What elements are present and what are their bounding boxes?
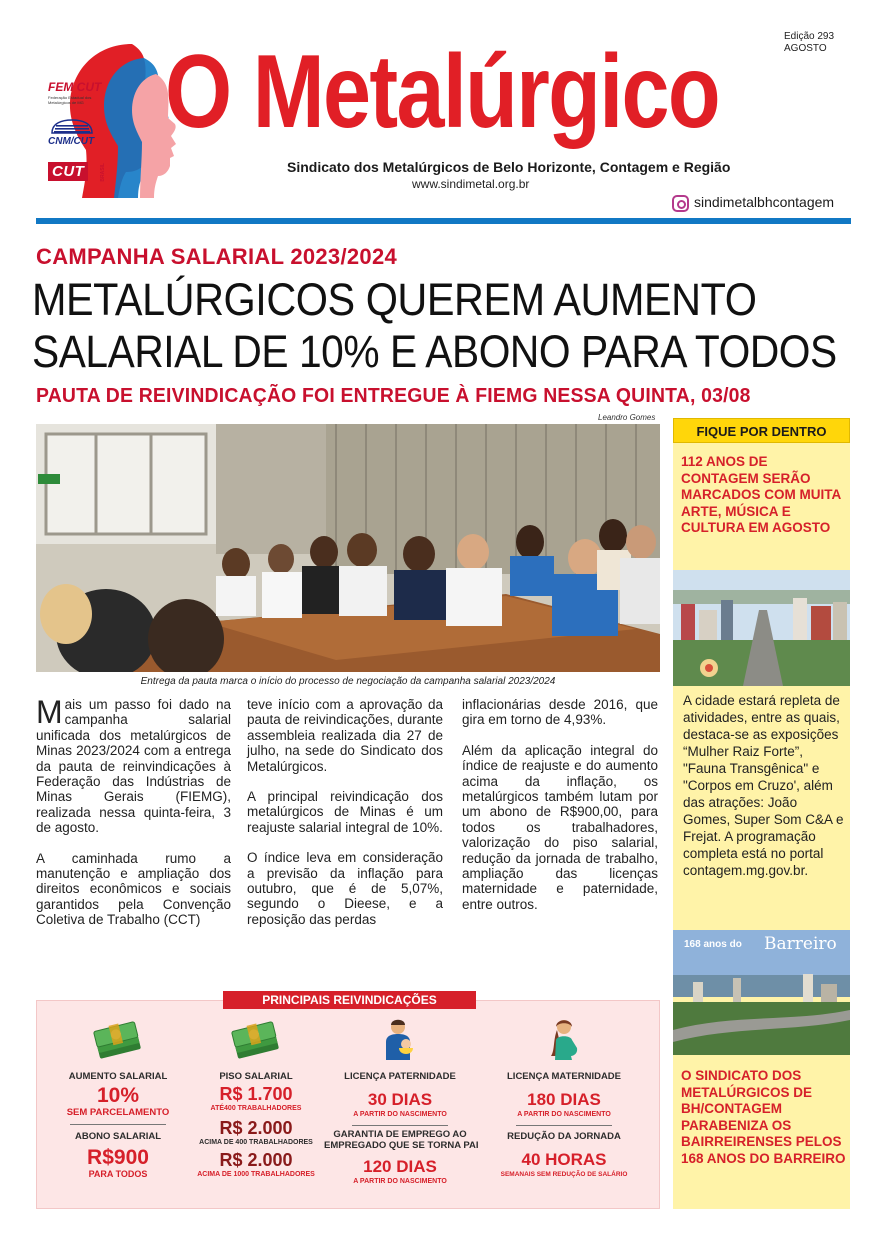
photo-credit: Leandro Gomes xyxy=(598,413,656,422)
article-paragraph: A principal reivindicação dos metalúrgicos de Minas é um reajuste salarial integral de 10%. xyxy=(247,789,443,835)
article-subhead: PAUTA DE REIVINDICAÇÃO FOI ENTREGUE À FIEMG NESSA QUINTA, 03/08 xyxy=(36,385,751,407)
meeting-photo xyxy=(36,424,660,672)
demand-value: 40 HORAS xyxy=(521,1150,607,1169)
demand-salary-increase xyxy=(42,1016,194,1179)
demand-note: SEM PARCELAMENTO xyxy=(66,1107,170,1118)
demand-note: ACIMA DE 400 TRABALHADORES xyxy=(199,1139,313,1146)
header-divider xyxy=(36,218,851,224)
demand-value: R$900 xyxy=(87,1146,149,1169)
article-paragraph: O índice leva em consideração a previsão da inflação para outubro, que é de 5,07%, segundo o Dieese, e a reposição das perdas xyxy=(247,850,443,927)
instagram-icon[interactable] xyxy=(672,195,689,212)
article-column-2 xyxy=(247,697,443,942)
headline-line-2: SALARIAL DE 10% E ABONO PARA TODOS xyxy=(32,326,837,377)
demand-note: SEMANAIS SEM REDUÇÃO DE SALÁRIO xyxy=(500,1171,628,1178)
demand-label: ABONO SALARIAL xyxy=(74,1131,162,1142)
edition-number: Edição 293 xyxy=(784,31,835,42)
demands-title: PRINCIPAIS REIVINDICAÇÕES xyxy=(223,991,476,1009)
demand-value: 180 DIAS xyxy=(527,1090,601,1109)
cnm-cut-logo: CNM/CUT xyxy=(48,136,95,147)
demand-minimum-wage xyxy=(180,1016,332,1178)
article-paragraph: Além da aplicação integral do índice de reajuste e do aumento acima da inflação, os metalúrgicos também lutam por um abono de R$900,00, para todos os trabalhadores, valorização do piso salarial, redução da jornada de trabalho, ampliação das licenças maternidade e paternidade, entre outros. xyxy=(462,742,658,912)
cut-logo: CUT xyxy=(48,162,88,181)
demand-divider xyxy=(516,1125,612,1126)
demand-value: R$ 1.700 xyxy=(219,1084,293,1104)
paragraph-text: ais um passo foi dado na campanha salarial unificada dos metalúrgicos de Minas 2023/2024 com a entrega da pauta de reinvindicações à Federação das Indústrias de Minas Gerais (FIEMG), realizada nessa quinta-feira, 3 de agosto. xyxy=(36,697,231,836)
article-paragraph xyxy=(36,694,231,836)
sidebar-label: FIQUE POR DENTRO xyxy=(673,418,850,443)
sidebar-body-text: A cidade estará repleta de atividades, entre as quais, destaca-se as exposições “Mulher Raiz Forte”, "Fauna Transgênica" e "Corpos em Cruzo', além das atrações: João Gomes, Super Som C&A e Frejat. A programação completa está no portal contagem.mg.gov.br. xyxy=(683,693,844,878)
sidebar-footer-headline: O SINDICATO DOS METALÚRGICOS DE BH/CONTAGEM PARABENIZA OS BAIRREIRENSES PELOS 168 ANOS DO BARREIRO xyxy=(681,1068,846,1166)
demand-label: EMPREGADO QUE SE TORNA PAI xyxy=(324,1140,479,1151)
demand-value: 10% xyxy=(96,1084,140,1107)
money-stack-icon xyxy=(226,1016,286,1062)
fem-cut-subtitle: Federação Estadual dos Metalúrgicos de MG xyxy=(48,95,92,105)
pregnant-woman-icon xyxy=(541,1016,587,1062)
demand-label: PISO SALARIAL xyxy=(219,1071,293,1082)
demand-label: LICENÇA MATERNIDADE xyxy=(507,1071,621,1082)
demand-value: 30 DIAS xyxy=(367,1090,433,1109)
article-kicker: CAMPANHA SALARIAL 2023/2024 xyxy=(36,244,398,269)
demand-note: PARA TODOS xyxy=(88,1169,148,1179)
demand-maternity-leave xyxy=(488,1016,640,1178)
demand-divider xyxy=(70,1124,166,1125)
contagem-city-photo xyxy=(673,570,850,686)
union-name: Sindicato dos Metalúrgicos de Belo Horizonte, Contagem e Região xyxy=(287,159,731,175)
demand-value: R$ 2.000 xyxy=(219,1118,293,1138)
demand-label: LICENÇA PATERNIDADE xyxy=(344,1071,456,1082)
edition-month: AGOSTO xyxy=(784,43,827,54)
father-baby-icon xyxy=(377,1016,423,1062)
demand-note: A PARTIR DO NASCIMENTO xyxy=(353,1111,447,1118)
demand-divider xyxy=(352,1125,448,1126)
barreiro-caption-big: Barreiro xyxy=(764,934,837,954)
demand-note: ACIMA DE 1000 TRABALHADORES xyxy=(197,1171,315,1178)
article-column-3 xyxy=(462,697,658,927)
demand-label: GARANTIA DE EMPREGO AO xyxy=(333,1129,467,1140)
demand-value: R$ 2.000 xyxy=(219,1150,293,1170)
barreiro-caption-small: 168 anos do xyxy=(684,939,742,950)
article-column-1 xyxy=(36,694,231,943)
photo-caption: Entrega da pauta marca o início do processo de negociação da campanha salarial 2023/2024 xyxy=(140,676,556,687)
demand-value: 120 DIAS xyxy=(363,1157,437,1176)
money-stack-icon xyxy=(88,1016,148,1062)
newspaper-title: O Metalúrgico xyxy=(165,34,719,150)
article-paragraph: A caminhada rumo a manutenção e ampliação dos direitos econômicos e sociais garantidos pela Convenção Coletiva de Trabalho (CCT) xyxy=(36,850,231,928)
drop-cap: M xyxy=(36,694,63,730)
demand-label: AUMENTO SALARIAL xyxy=(68,1071,168,1082)
article-paragraph: teve início com a aprovação da pauta de reivindicações, durante assembleia realizada dia 27 de julho, na sede do Sindicato dos Metalúrgicos. xyxy=(247,697,443,774)
union-website-link[interactable]: www.sindimetal.org.br xyxy=(412,177,530,191)
cut-country: BRASIL xyxy=(100,163,106,182)
demand-paternity-leave xyxy=(324,1016,479,1185)
headline-line-1: METALÚRGICOS QUEREM AUMENTO xyxy=(32,274,757,325)
fem-cut-logo: FEM CUT xyxy=(48,80,102,94)
article-paragraph: inflacionárias desde 2016, que gira em torno de 4,93%. xyxy=(462,697,658,728)
sidebar-headline: 112 ANOS DE CONTAGEM SERÃO MARCADOS COM MUITA ARTE, MÚSICA E CULTURA EM AGOSTO xyxy=(681,454,841,535)
demand-note: ATÉ400 TRABALHADORES xyxy=(210,1105,302,1112)
instagram-handle-link[interactable]: sindimetalbhcontagem xyxy=(694,194,835,210)
demand-note: A PARTIR DO NASCIMENTO xyxy=(353,1178,447,1185)
demand-note: A PARTIR DO NASCIMENTO xyxy=(517,1111,611,1118)
cnm-emblem-icon xyxy=(50,119,94,134)
demand-label: REDUÇÃO DA JORNADA xyxy=(507,1131,621,1142)
